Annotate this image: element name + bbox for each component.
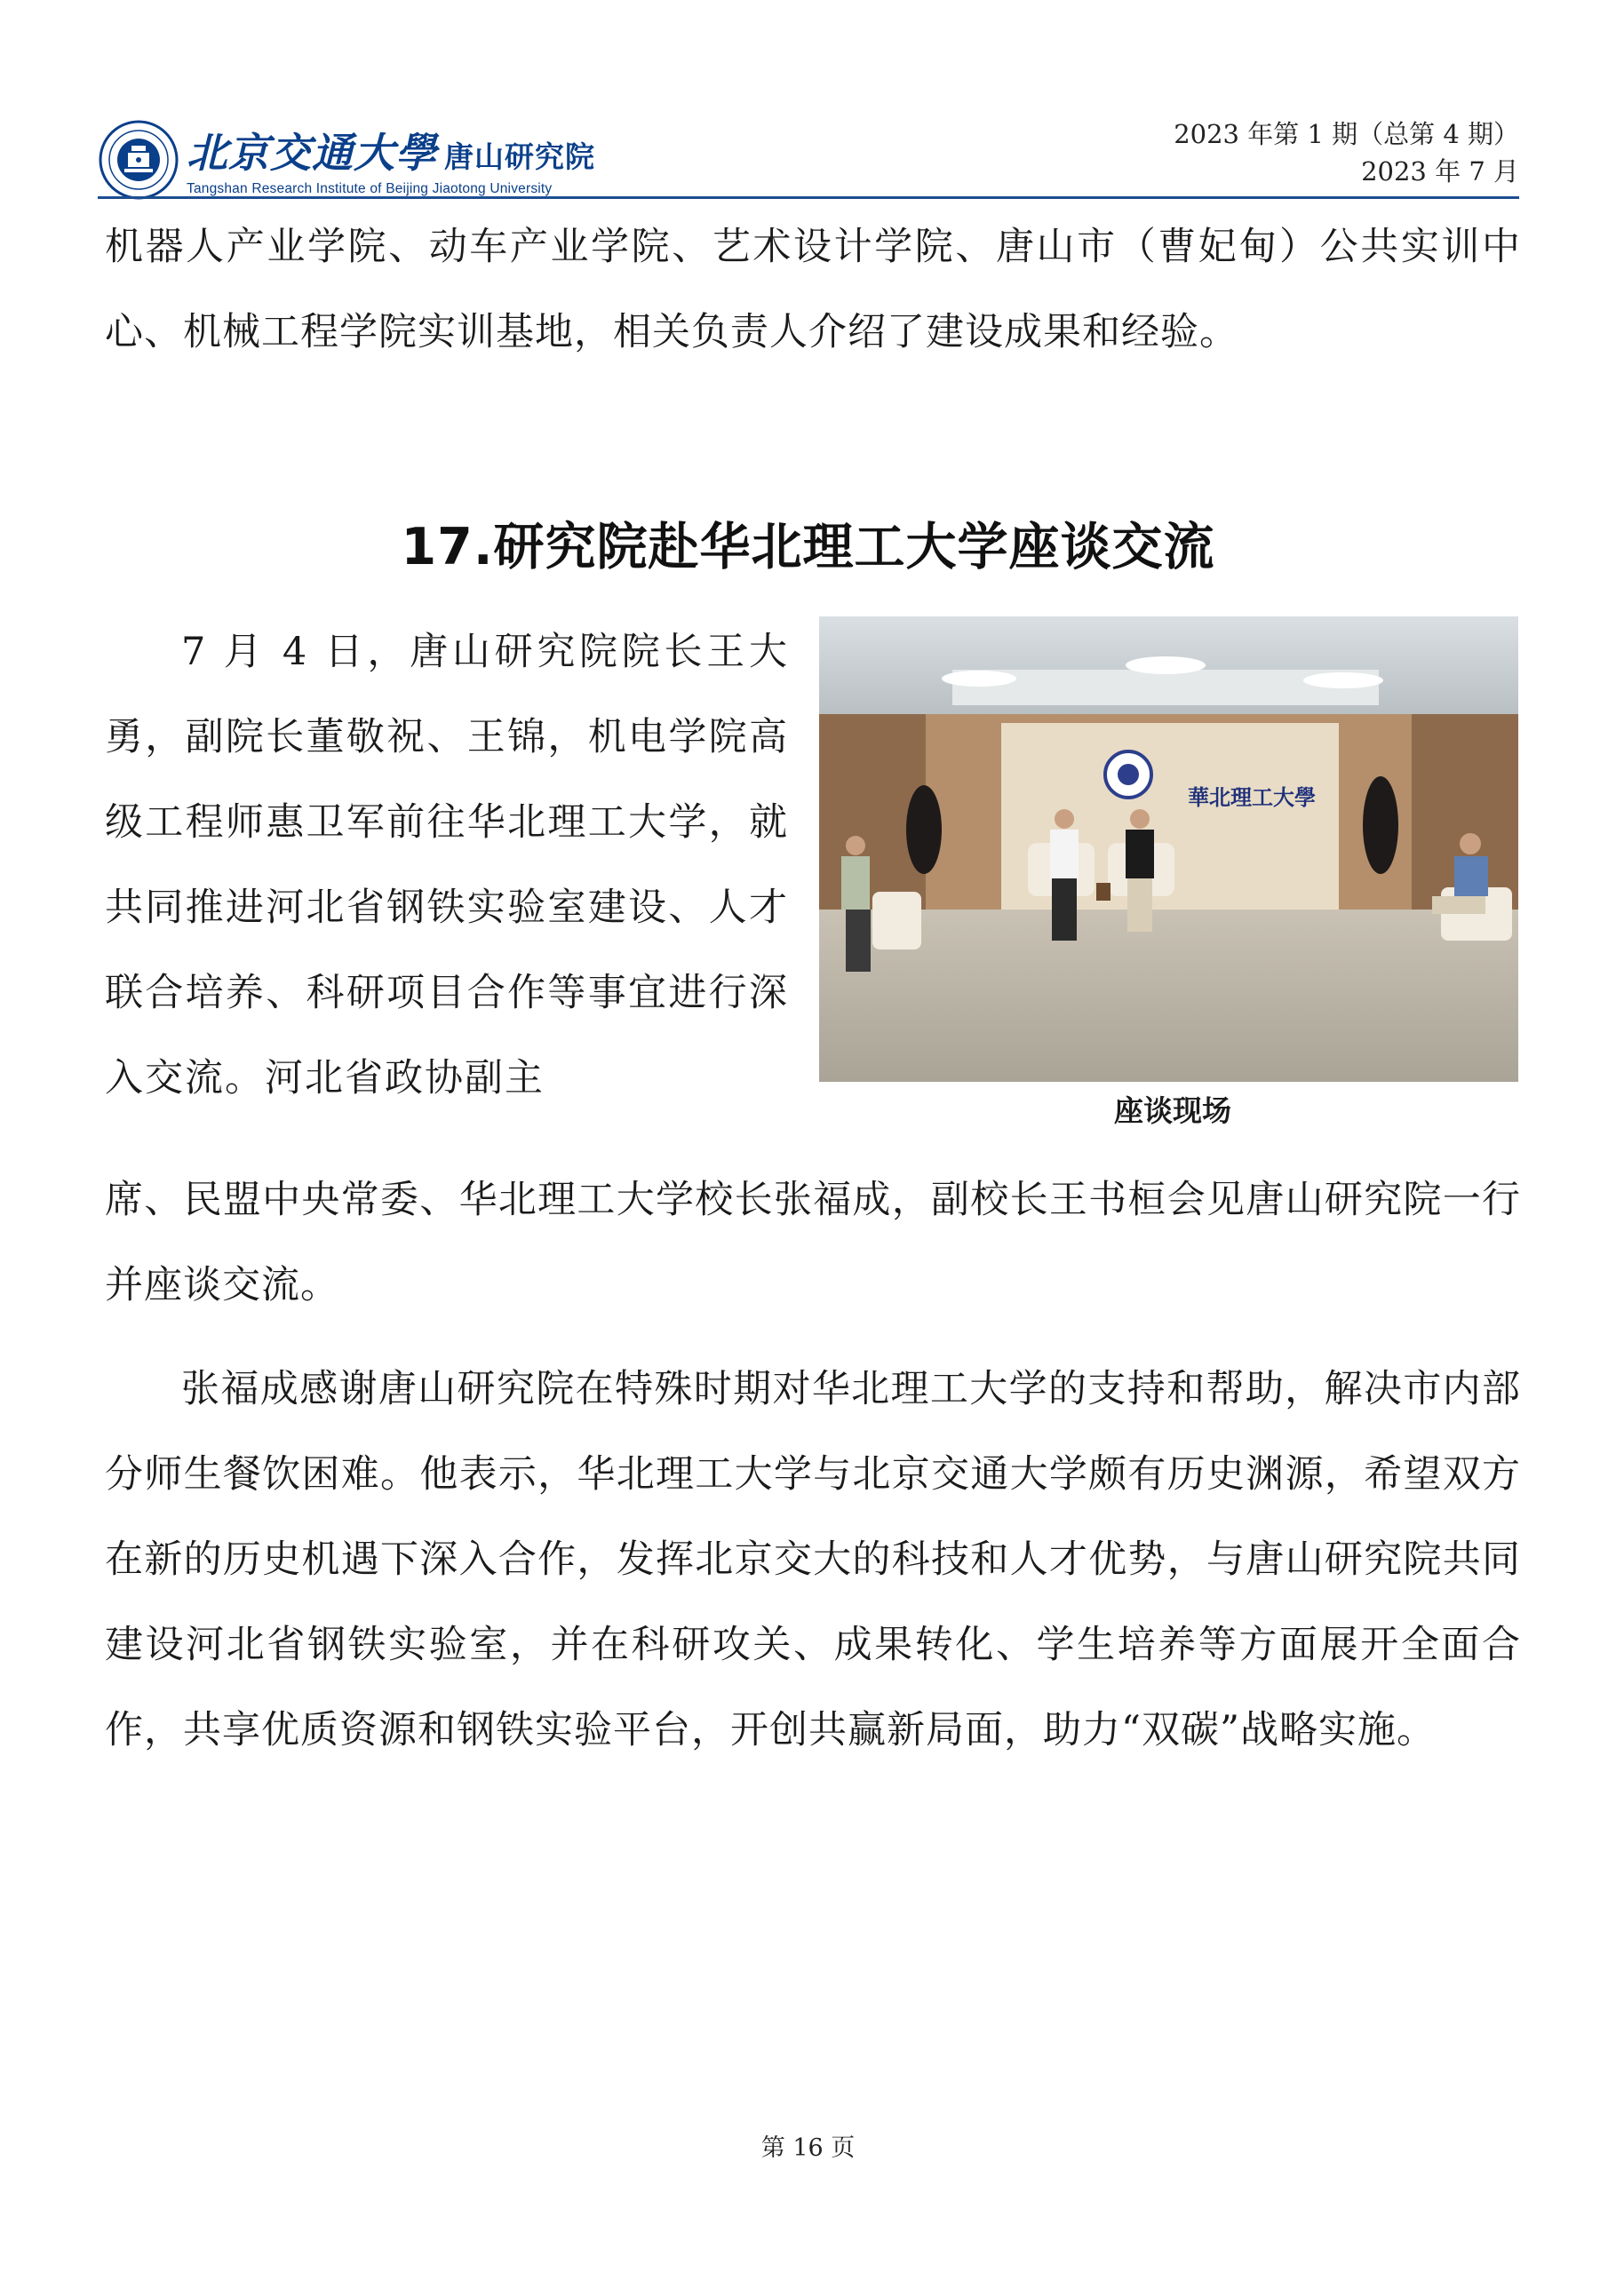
logo-chinese-name [187,121,595,179]
logo-wordmark [187,121,595,197]
issue-date: 2023 年 7 月 [1361,156,1519,187]
photo-banner-text: 華北理工大學 [1188,784,1316,810]
header-divider [98,196,1519,199]
article-paragraph-1: 7 月 4 日，唐山研究院院长王大勇，副院长董敬祝、王锦，机电学院高级工程师惠卫军前往华北理工大学，就共同推进河北省钢铁实验室建设、人才联合培养、科研项目合作等事宜进行深入交流。河北省政协副主 [105,630,789,1100]
logo-institute-name: 唐山研究院 [444,139,595,174]
article-title: 17.研究院赴华北理工大学座谈交流 [401,518,1215,576]
page-header [98,110,1519,199]
article-paragraph-1-continued: 席、民盟中央常委、华北理工大学校长张福成，副校长王书桓会见唐山研究院一行并座谈交流。 [105,1178,1521,1307]
meeting-photo [819,616,1518,1082]
meeting-room-image [819,616,1518,1082]
article-paragraph-2: 张福成感谢唐山研究院在特殊时期对华北理工大学的支持和帮助，解决市内部分师生餐饮困难。他表示，华北理工大学与北京交通大学颇有历史渊源，希望双方在新的历史机遇下深入合作，发挥北京交大的科技和人才优势，与唐山研究院共同建设河北省钢铁实验室，并在科研攻关、成果转化、学生培养等方面展开全面合作，共享优质资源和钢铁实验平台，开创共赢新局面，助力“双碳”战略实施。 [105,1367,1521,1752]
issue-number: 2023 年第 1 期（总第 4 期） [1174,119,1519,149]
issue-info [1174,115,1519,190]
logo-english-name: Tangshan Research Institute of Beijing Jiaotong University [187,181,553,196]
photo-caption: 座谈现场 [1114,1093,1231,1128]
logo-university-name: 北京交通大學 [187,129,437,177]
university-seal-logo [98,119,179,201]
intro-paragraph: 机器人产业学院、动车产业学院、艺术设计学院、唐山市（曹妃甸）公共实训中心、机械工程学院实训基地，相关负责人介绍了建设成果和经验。 [105,225,1521,354]
page-number: 第 16 页 [760,2134,856,2162]
